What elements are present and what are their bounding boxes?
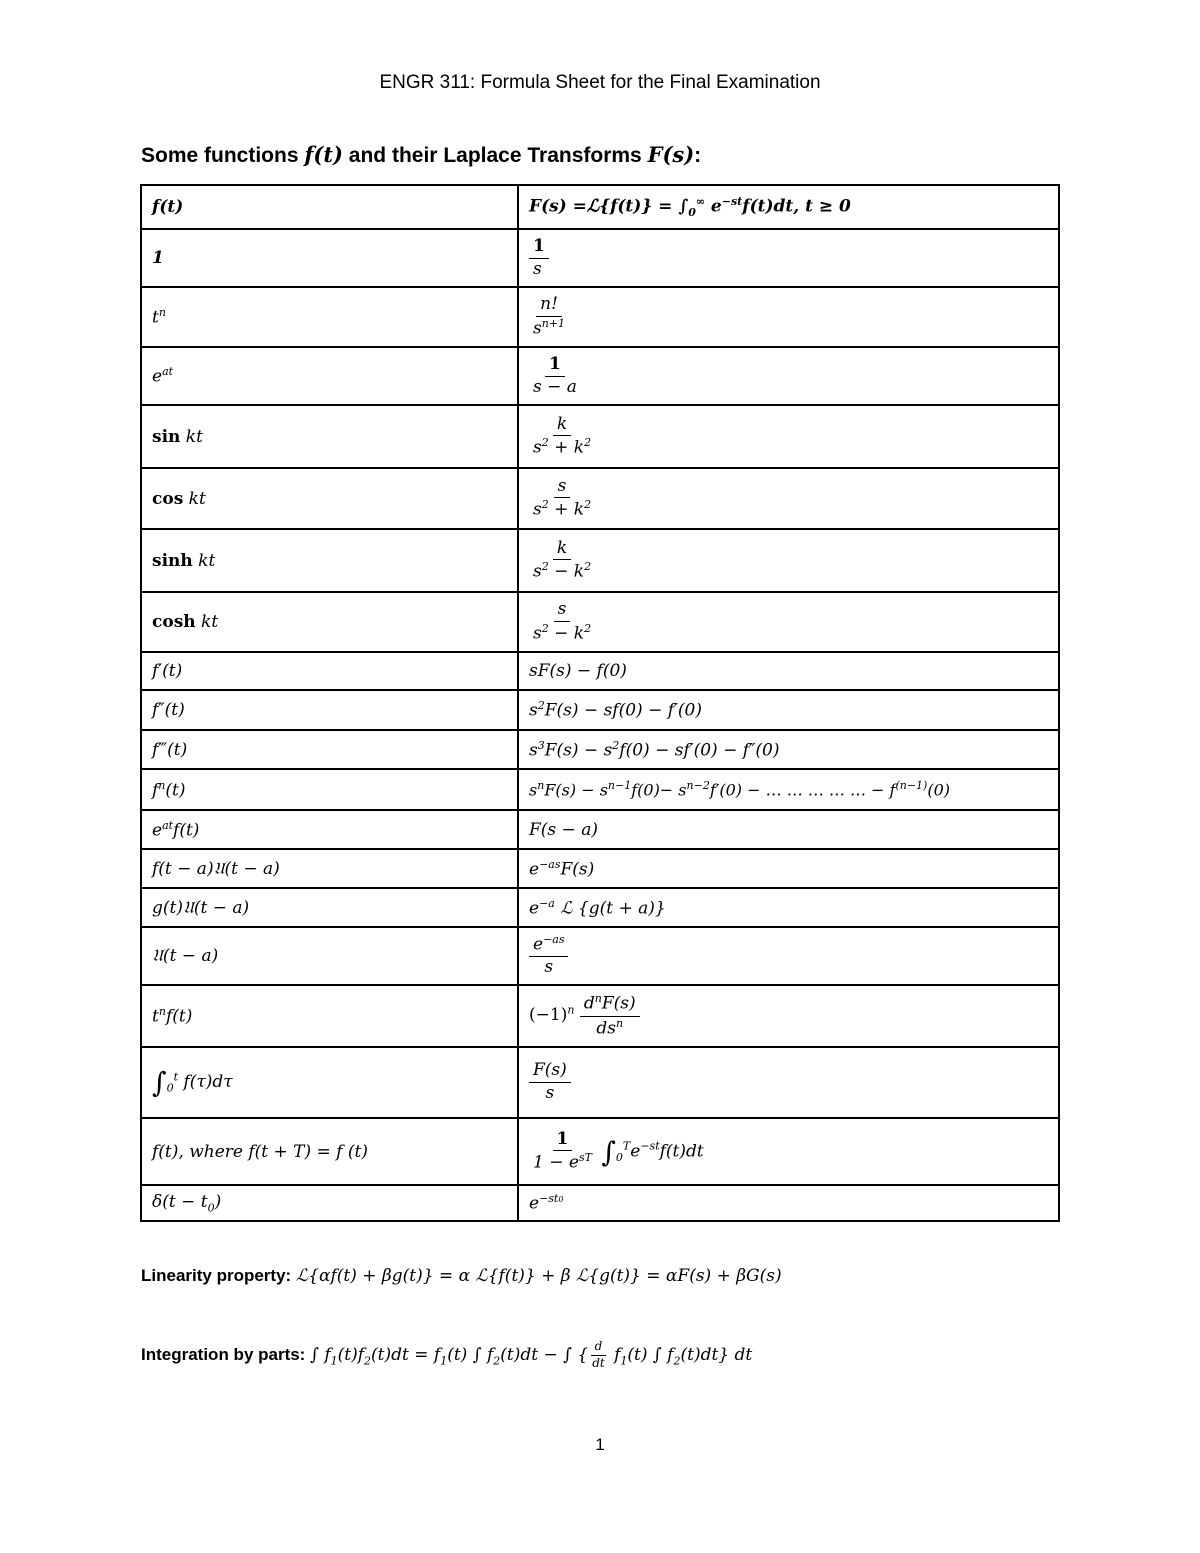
table-row xyxy=(141,888,1059,927)
heading-suffix: : xyxy=(694,144,702,167)
table-row xyxy=(141,405,1059,468)
ft-cell: 1 xyxy=(141,229,518,287)
integral-sign: ∫ xyxy=(152,1066,167,1099)
table-row xyxy=(141,592,1059,652)
Fs-cell: F(s − a) xyxy=(518,810,1059,849)
Fs-cell: $\frac{k}{s^2 - k^2}$ xyxy=(518,529,1059,592)
header-ft: f(t) xyxy=(141,185,518,229)
linearity-property xyxy=(141,1266,782,1286)
table-row xyxy=(141,690,1059,730)
ft-cell: f(t), where f(t + T) = f (t) xyxy=(141,1118,518,1185)
Fs-cell: $\frac{e^{-as}}{s}$ xyxy=(518,927,1059,985)
table-row xyxy=(141,1047,1059,1118)
page-title: ENGR 311: Formula Sheet for the Final Examination xyxy=(379,72,821,93)
Fs-cell: $e^{-a}$ ℒ {g(t + a)} xyxy=(518,888,1059,927)
Fs-cell: $s^2F(s) - sf(0) - f'(0)$ xyxy=(518,690,1059,730)
ft-cell: f″(t) xyxy=(141,690,518,730)
ft-cell: cosh kt xyxy=(141,592,518,652)
ft-cell: sin kt xyxy=(141,405,518,468)
table-row xyxy=(141,810,1059,849)
ft-cell: $f^n(t)$ xyxy=(141,769,518,810)
Fs-cell: $\frac{1}{s - a}$ xyxy=(518,347,1059,405)
table-row xyxy=(141,468,1059,529)
linearity-equation: ℒ{αf(t) + βg(t)} = α ℒ{f(t)} + β ℒ{g(t)} = αF(s) + βG(s) xyxy=(295,1266,782,1286)
Fs-cell: $s^3F(s) - s^2f(0) - sf'(0) - f''(0)$ xyxy=(518,730,1059,769)
integral-sign: ∫ xyxy=(601,1135,616,1168)
ft-cell: $\int_0^t$ f(τ)dτ xyxy=(141,1047,518,1118)
Fs-cell: $\frac{1}{1 - e^{sT}}$ $\int_0^Te^{-st}f(t)dt$ xyxy=(518,1118,1059,1185)
section-heading xyxy=(141,142,701,168)
Fs-cell: sF(s) − f(0) xyxy=(518,652,1059,690)
Fs-cell: $\frac{1}{s}$ xyxy=(518,229,1059,287)
ft-cell: 𝔘(t − a) xyxy=(141,927,518,985)
integration-equation: ∫ $f_1(t)f_2(t)dt = f_1(t)$ ∫ $f_2(t)dt$ − ∫ { $\frac{d}{dt}$ $f_1(t)$ ∫ $f_2(t)dt$} dt xyxy=(310,1339,753,1370)
table-row xyxy=(141,769,1059,810)
Fs-cell: $\frac{F(s)}{s}$ xyxy=(518,1047,1059,1118)
table-row xyxy=(141,1118,1059,1185)
ft-cell: f′(t) xyxy=(141,652,518,690)
page-number: 1 xyxy=(595,1435,605,1454)
Fs-cell: $\frac{n!}{s^{n+1}}$ xyxy=(518,287,1059,347)
table-row xyxy=(141,730,1059,769)
Fs-cell: $\frac{s}{s^2 - k^2}$ xyxy=(518,592,1059,652)
table-row xyxy=(141,229,1059,287)
table-row xyxy=(141,652,1059,690)
heading-middle: and their Laplace Transforms xyxy=(342,144,648,167)
integration-label: Integration by parts: xyxy=(141,1344,311,1364)
heading-prefix: Some functions xyxy=(141,144,305,167)
ft-cell: $t^nf(t)$ xyxy=(141,985,518,1047)
linearity-label: Linearity property: xyxy=(141,1266,296,1285)
ft-cell: g(t)𝔘(t − a) xyxy=(141,888,518,927)
Fs-cell: $\frac{k}{s^2 + k^2}$ xyxy=(518,405,1059,468)
ft-cell: f(t − a)𝔘(t − a) xyxy=(141,849,518,888)
ft-cell: sinh kt xyxy=(141,529,518,592)
ft-cell: f‴(t) xyxy=(141,730,518,769)
table-row xyxy=(141,287,1059,347)
laplace-table xyxy=(140,184,1060,1222)
ft-cell: $\delta(t - t_0)$ xyxy=(141,1185,518,1221)
table-row xyxy=(141,1185,1059,1221)
table-row xyxy=(141,347,1059,405)
ft-cell: cos kt xyxy=(141,468,518,529)
ft-cell: $e^{at}f(t)$ xyxy=(141,810,518,849)
heading-Fs: F(s) xyxy=(647,142,695,167)
table-row xyxy=(141,985,1059,1047)
table-row xyxy=(141,849,1059,888)
table-row xyxy=(141,529,1059,592)
table-header-row xyxy=(141,185,1059,229)
Fs-cell: $(-1)^n$ $\frac{d^nF(s)}{ds^n}$ xyxy=(518,985,1059,1047)
table-row xyxy=(141,927,1059,985)
Fs-cell: $\frac{s}{s^2 + k^2}$ xyxy=(518,468,1059,529)
integration-by-parts xyxy=(141,1340,752,1371)
Fs-cell: $s^nF(s) - s^{n-1}f(0)- s^{n-2}f'(0)$ − … … … … … − $f^{(n-1)}(0)$ xyxy=(518,769,1059,810)
Fs-cell: $e^{-as}F(s)$ xyxy=(518,849,1059,888)
heading-ft: f(t) xyxy=(304,142,343,167)
header-Fs: F(s) =ℒ{f(t)} = $\int_0^\infty$ $e^{-st}f(t)dt$, t ≥ 0 xyxy=(518,185,1059,229)
Fs-cell: $e^{-st0}$ xyxy=(518,1185,1059,1221)
ft-cell: $e^{at}$ xyxy=(141,347,518,405)
ft-cell: $t^n$ xyxy=(141,287,518,347)
